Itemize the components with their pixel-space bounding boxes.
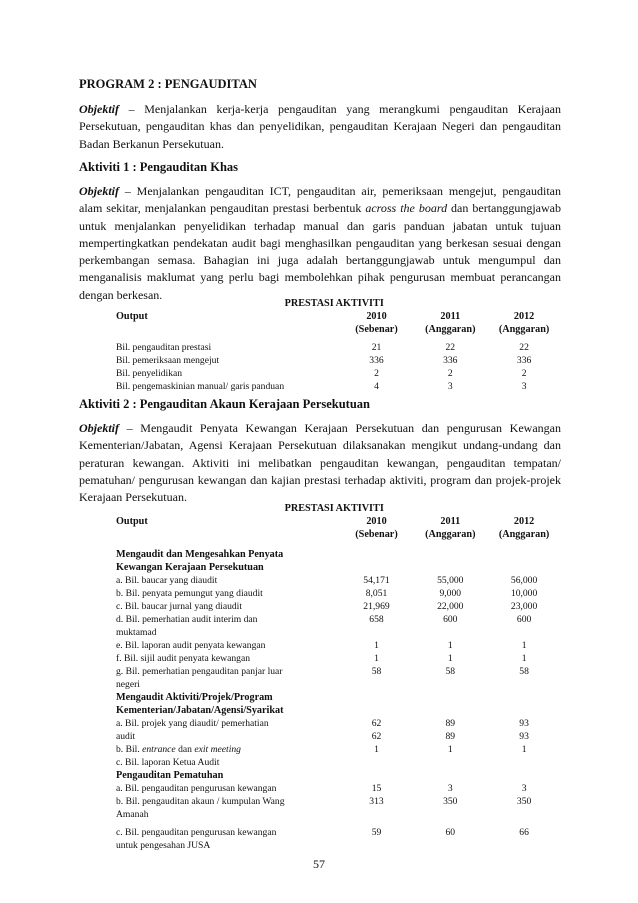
cell: 62 bbox=[371, 718, 382, 729]
cell: 658 bbox=[369, 614, 384, 625]
row-label: g. Bil. pemerhatian pengauditan panjar luar bbox=[116, 666, 283, 677]
cell: 22 bbox=[445, 342, 456, 353]
row-label-cont: Amanah bbox=[116, 809, 149, 820]
row-label: c. Bil. pengauditan pengurusan kewangan bbox=[116, 827, 277, 838]
row-label: c. Bil. laporan Ketua Audit bbox=[116, 757, 220, 768]
output-label: Output bbox=[116, 311, 148, 322]
page-number: 57 bbox=[313, 857, 325, 871]
row-label: Bil. penyelidikan bbox=[116, 368, 183, 379]
cell: 93 bbox=[519, 731, 529, 742]
cell: 54,171 bbox=[363, 575, 390, 586]
row-label: b. Bil. pengauditan akaun / kumpulan Wang bbox=[116, 796, 285, 807]
cell: 62 bbox=[371, 731, 382, 742]
cell: 22 bbox=[519, 342, 529, 353]
year-2010: 2010 bbox=[366, 516, 387, 527]
group-title: Pengauditan Pematuhan bbox=[116, 770, 224, 781]
activity2-table bbox=[116, 502, 561, 852]
table-row bbox=[116, 613, 561, 626]
row-label: Bil. pengemaskinian manual/ garis panduan bbox=[116, 381, 285, 392]
row-label-cont: untuk pengesahan JUSA bbox=[116, 840, 211, 851]
year-2012: 2012 bbox=[513, 311, 535, 322]
note-sebenar: (Sebenar) bbox=[355, 529, 398, 540]
cell: 10,000 bbox=[510, 588, 538, 599]
row-label: e. Bil. laporan audit penyata kewangan bbox=[116, 640, 266, 651]
activity1-table bbox=[116, 297, 561, 393]
program-title: PROGRAM 2 : PENGAUDITAN bbox=[79, 77, 257, 91]
activity1-objective bbox=[79, 183, 561, 304]
row-label bbox=[116, 743, 340, 756]
cell: 336 bbox=[369, 355, 384, 366]
objective-label: Objektif bbox=[79, 421, 119, 435]
objective-text: dan bertanggungjawab untuk menjalankan penyelidikan terhadap manual dan garis panduan jabatan untuk tujuan mempertingkatkan pendekatan audit bagi menghasilkan pengauditan yang berkesan sesuai dengan perkembangan semasa. Bahagian ini juga adalah bertanggungjawab untuk mengumpul dan menganalisis maklumat yang perlu bagi membolehkan pihak pengurusan membuat perancangan dengan berkesan. bbox=[79, 201, 562, 302]
objective-text: – Menjalankan pengauditan ICT, pengauditan air, pemeriksaan mengejut, pengauditan alam sekitar, menjalankan pengauditan prestasi berbentuk bbox=[79, 184, 561, 216]
activity1-title: Aktiviti 1 : Pengauditan Khas bbox=[79, 160, 239, 174]
table-row bbox=[116, 665, 561, 678]
cell: 336 bbox=[443, 355, 458, 366]
label-italic: exit meeting bbox=[194, 744, 241, 755]
year-2011: 2011 bbox=[440, 311, 461, 322]
label-italic: entrance bbox=[142, 744, 176, 755]
cell: 350 bbox=[516, 796, 532, 807]
table-row bbox=[116, 600, 561, 613]
group-title: Mengaudit Aktiviti/Projek/Program bbox=[116, 692, 273, 703]
cell: 9,000 bbox=[439, 588, 462, 599]
row-label-cont: muktamad bbox=[116, 627, 157, 638]
cell: 2 bbox=[447, 368, 453, 379]
table-row bbox=[116, 587, 561, 600]
cell: 56,000 bbox=[510, 575, 538, 586]
table-row bbox=[116, 795, 561, 808]
row-label: a. Bil. pengauditan pengurusan kewangan bbox=[116, 783, 277, 794]
objective-text: – Menjalankan kerja-kerja pengauditan yang merangkumi pengauditan Kerajaan Persekutuan, pengauditan khas dan penyelidikan, pengauditan Kerajaan Negeri dan pengauditan Badan Berkanun Persekutuan. bbox=[79, 102, 561, 151]
row-label-cont: audit bbox=[116, 731, 136, 742]
table-row bbox=[116, 717, 561, 730]
row-label-cont: negeri bbox=[116, 679, 140, 690]
note-anggaran: (Anggaran) bbox=[498, 529, 550, 540]
year-2010: 2010 bbox=[366, 311, 387, 322]
row-label: Bil. pengauditan prestasi bbox=[116, 342, 212, 353]
cell: 1 bbox=[447, 653, 453, 664]
objective-label: Objektif bbox=[79, 184, 119, 198]
table-row bbox=[116, 574, 561, 587]
cell: 3 bbox=[521, 783, 527, 794]
cell: 93 bbox=[519, 718, 529, 729]
row-label: Bil. pemeriksaan mengejut bbox=[116, 355, 220, 366]
table-caption: PRESTASI AKTIVITI bbox=[284, 503, 384, 514]
cell: 1 bbox=[374, 653, 379, 664]
cell: 23,000 bbox=[510, 601, 538, 612]
table-row bbox=[116, 756, 561, 769]
row-label: f. Bil. sijil audit penyata kewangan bbox=[116, 653, 251, 664]
cell: 350 bbox=[443, 796, 458, 807]
cell: 1 bbox=[374, 640, 379, 651]
label-part: dan bbox=[175, 744, 195, 755]
table-row bbox=[116, 743, 561, 756]
cell: 59 bbox=[371, 827, 382, 838]
cell: 4 bbox=[374, 381, 379, 392]
program-objective bbox=[79, 101, 561, 153]
cell: 1 bbox=[521, 744, 527, 755]
objective-italic: across the board bbox=[365, 201, 448, 216]
cell: 3 bbox=[447, 381, 453, 392]
activity2-objective bbox=[79, 420, 561, 506]
cell: 600 bbox=[516, 614, 532, 625]
cell: 89 bbox=[445, 718, 456, 729]
cell: 2 bbox=[374, 368, 379, 379]
cell: 89 bbox=[445, 731, 456, 742]
cell: 313 bbox=[369, 796, 384, 807]
cell: 15 bbox=[371, 783, 382, 794]
cell: 1 bbox=[521, 640, 527, 651]
cell: 66 bbox=[519, 827, 529, 838]
year-2012: 2012 bbox=[513, 516, 535, 527]
row-label: a. Bil. projek yang diaudit/ pemerhatian bbox=[116, 718, 269, 729]
cell: 58 bbox=[445, 666, 456, 677]
cell: 1 bbox=[447, 640, 453, 651]
note-anggaran: (Anggaran) bbox=[425, 529, 476, 540]
table-row bbox=[116, 639, 561, 652]
activity2-title: Aktiviti 2 : Pengauditan Akaun Kerajaan Persekutuan bbox=[79, 397, 371, 411]
cell: 21,969 bbox=[363, 601, 390, 612]
cell: 58 bbox=[371, 666, 382, 677]
table-row bbox=[116, 380, 561, 393]
cell: 22,000 bbox=[437, 601, 464, 612]
note-anggaran: (Anggaran) bbox=[498, 324, 550, 335]
table-row bbox=[116, 826, 561, 839]
cell: 21 bbox=[371, 342, 382, 353]
table-row bbox=[116, 652, 561, 665]
group-title: Kewangan Kerajaan Persekutuan bbox=[116, 562, 264, 573]
note-anggaran: (Anggaran) bbox=[425, 324, 476, 335]
year-2011: 2011 bbox=[440, 516, 461, 527]
label-part: b. Bil. bbox=[116, 744, 143, 755]
cell: 58 bbox=[519, 666, 529, 677]
table-row bbox=[116, 782, 561, 795]
output-label: Output bbox=[116, 516, 148, 527]
cell: 8,051 bbox=[365, 588, 388, 599]
row-label: d. Bil. pemerhatian audit interim dan bbox=[116, 614, 258, 625]
cell: 55,000 bbox=[437, 575, 464, 586]
table-row bbox=[116, 730, 561, 743]
table-row bbox=[116, 354, 561, 367]
cell: 60 bbox=[445, 827, 456, 838]
cell: 1 bbox=[447, 744, 453, 755]
cell: 1 bbox=[521, 653, 527, 664]
group-title: Mengaudit dan Mengesahkan Penyata bbox=[116, 549, 284, 560]
table-row bbox=[116, 367, 561, 380]
objective-label: Objektif bbox=[79, 102, 119, 116]
table-row bbox=[116, 341, 561, 354]
table-caption: PRESTASI AKTIVITI bbox=[284, 298, 384, 309]
cell: 3 bbox=[447, 783, 453, 794]
cell: 336 bbox=[516, 355, 532, 366]
row-label: c. Bil. baucar jurnal yang diaudit bbox=[116, 601, 243, 612]
cell: 1 bbox=[374, 744, 379, 755]
group-title: Kementerian/Jabatan/Agensi/Syarikat bbox=[116, 705, 284, 716]
row-label: a. Bil. baucar yang diaudit bbox=[116, 575, 218, 586]
note-sebenar: (Sebenar) bbox=[355, 324, 398, 335]
cell: 600 bbox=[443, 614, 458, 625]
objective-text: – Mengaudit Penyata Kewangan Kerajaan Persekutuan dan pengurusan Kewangan Kementerian/Jabatan, Agensi Kerajaan Persekutuan dilaksanakan mengikut undang-undang dan peraturan kewangan. Aktiviti ini melibatkan pengauditan kewangan, pengauditan tempatan/ pematuhan/ pengurusan kewangan dan kajian prestasi terhadap aktiviti, program dan projek-projek Kerajaan Persekutuan. bbox=[79, 421, 561, 505]
row-label: b. Bil. penyata pemungut yang diaudit bbox=[116, 588, 263, 599]
cell: 2 bbox=[521, 368, 527, 379]
cell: 3 bbox=[521, 381, 527, 392]
